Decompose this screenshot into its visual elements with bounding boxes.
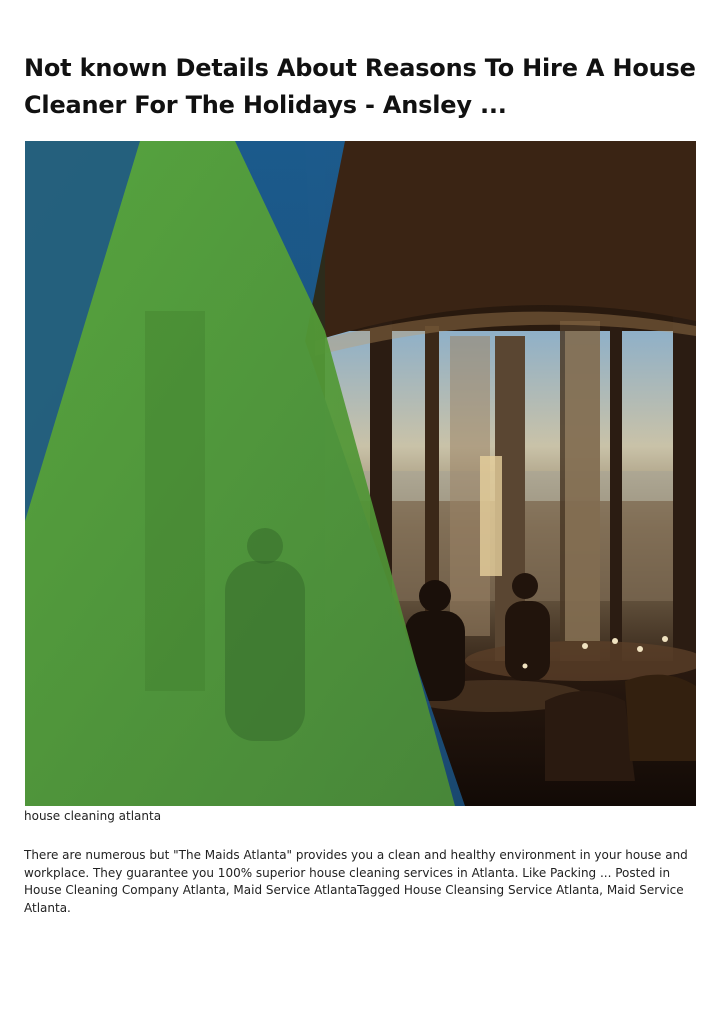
article-body: There are numerous but "The Maids Atlanta" provides you a clean and healthy environment in your house and workplace. They guarantee you 100% superior house cleaning services in Atlanta. Like Packing ... Posted in House Cleaning Company Atlanta, Maid Service AtlantaTagged House Cleansing Service Atlanta, Maid Service Atlanta. xyxy=(24,848,688,915)
page-title: Not known Details About Reasons To Hire A House Cleaner For The Holidays - Ansley ... xyxy=(24,54,696,119)
hero-photo xyxy=(25,141,696,806)
image-caption: house cleaning atlanta xyxy=(24,809,162,823)
restaurant-photo-illustration xyxy=(25,141,696,806)
